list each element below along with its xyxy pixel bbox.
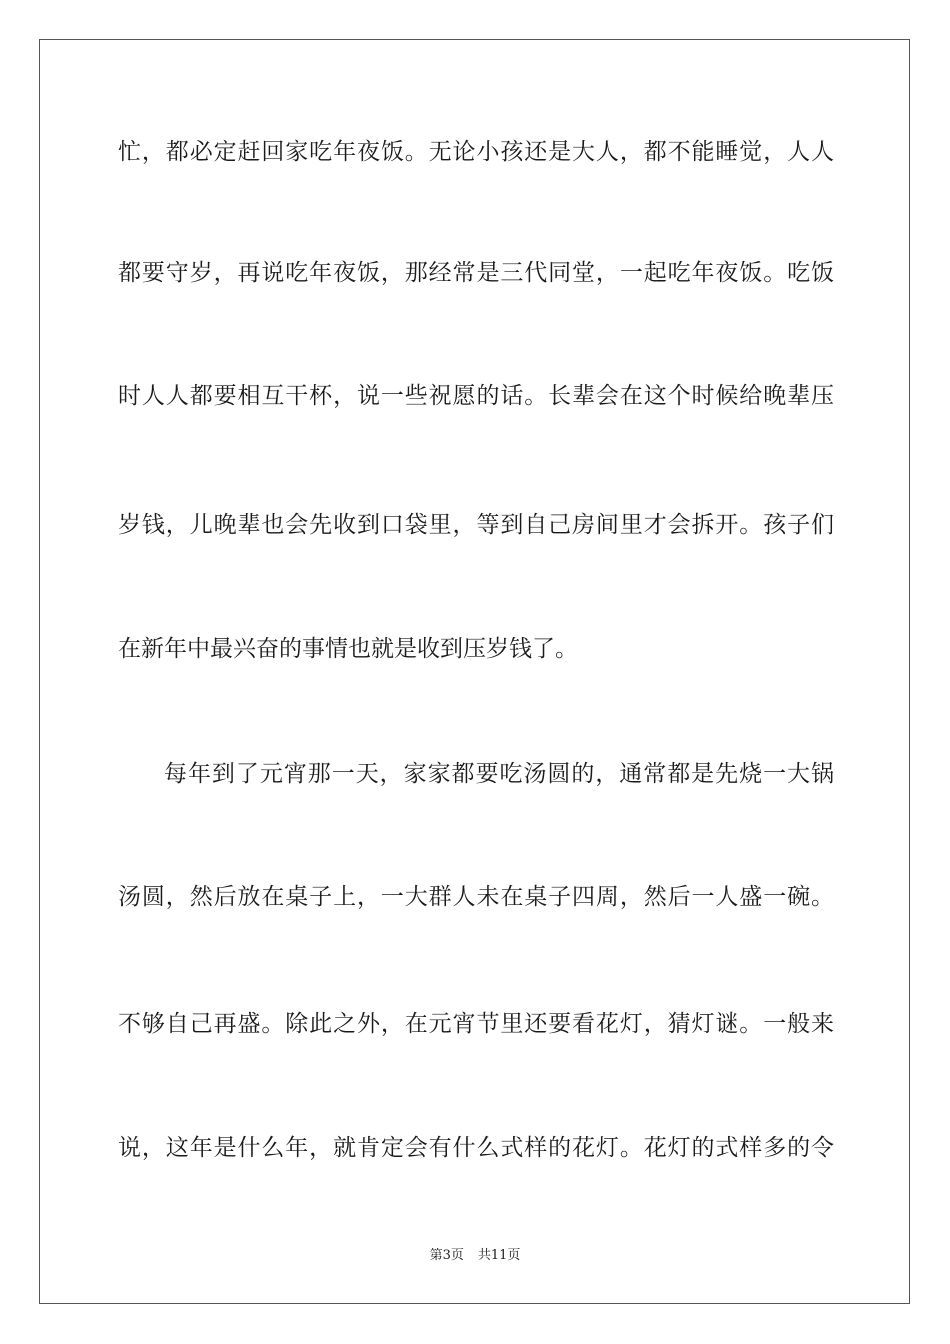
text-line: 不够自己再盛。除此之外，在元宵节里还要看花灯，猜灯谜。一般来 [118, 1011, 834, 1037]
text-line: 岁钱，儿晚辈也会先收到口袋里，等到自己房间里才会拆开。孩子们 [118, 512, 834, 538]
page-total: 共11页 [477, 1248, 521, 1263]
page-footer [0, 1247, 950, 1265]
text-line: 说，这年是什么年，就肯定会有什么式样的花灯。花灯的式样多的令 [118, 1135, 834, 1161]
page-border [39, 39, 910, 1304]
text-line: 在新年中最兴奋的事情也就是收到压岁钱了。 [118, 636, 578, 662]
text-line: 忙，都必定赶回家吃年夜饭。无论小孩还是大人，都不能睡觉，人人 [118, 139, 834, 165]
text-line: 汤圆，然后放在桌子上，一大群人未在桌子四周，然后一人盛一碗。 [118, 884, 834, 910]
page-number: 第3页 [429, 1248, 464, 1263]
paragraph-start-line: 每年到了元宵那一天，家家都要吃汤圆的，通常都是先烧一大锅 [164, 761, 834, 787]
text-line: 都要守岁，再说吃年夜饭，那经常是三代同堂，一起吃年夜饭。吃饭 [118, 260, 834, 286]
text-line: 时人人都要相互干杯，说一些祝愿的话。长辈会在这个时候给晚辈压 [118, 383, 834, 409]
